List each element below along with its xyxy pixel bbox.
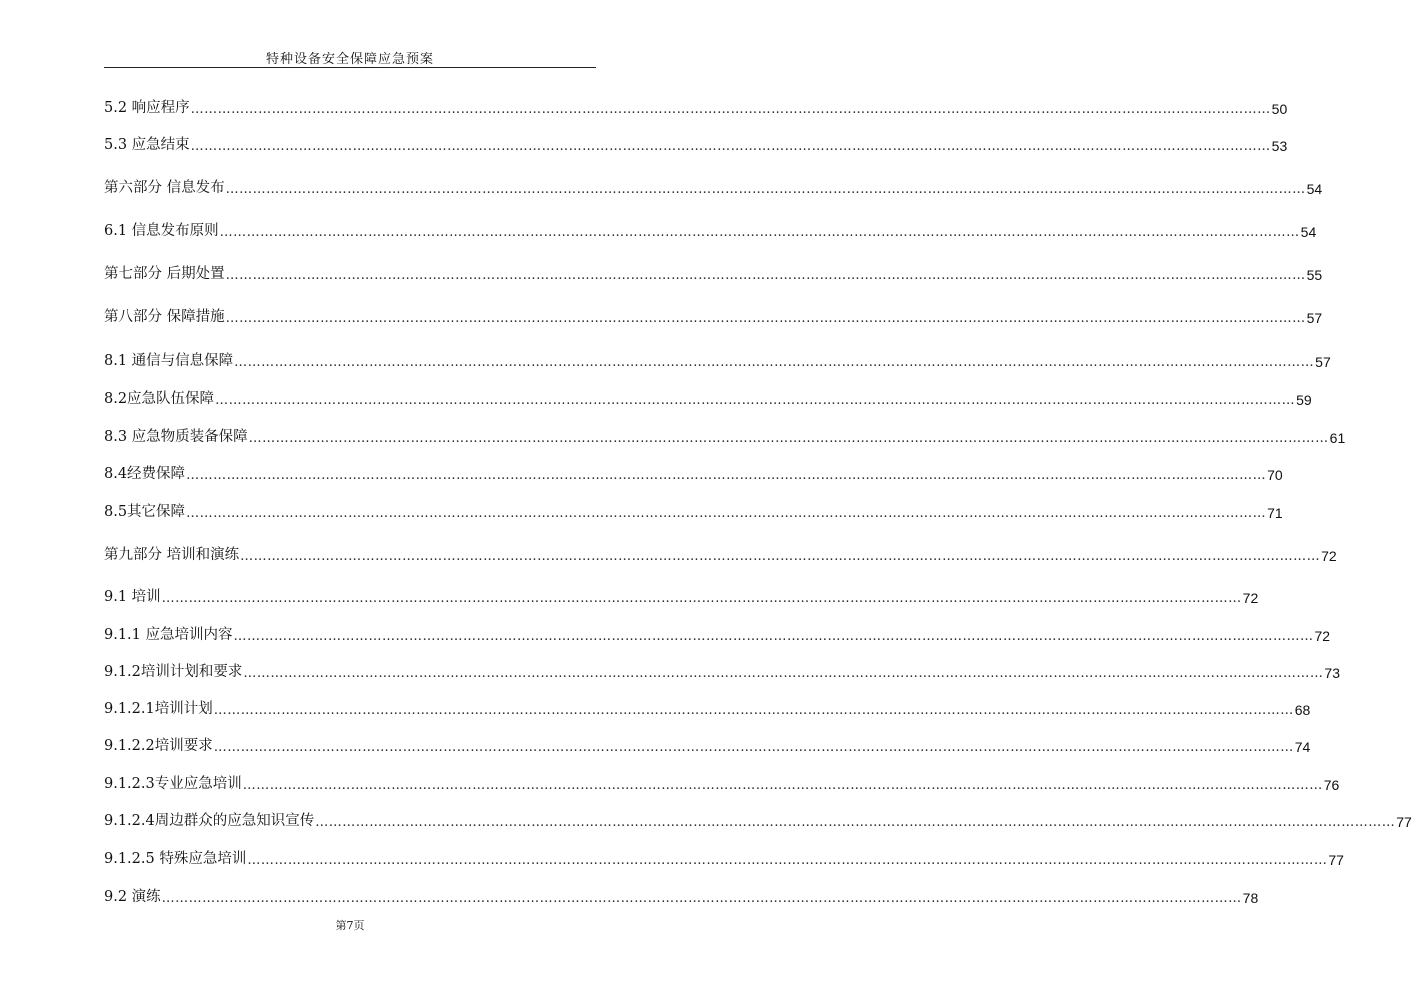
toc-entry-label: 第八部分 保障措施: [104, 309, 225, 325]
toc-entry-label: 8.2应急队伍保障: [104, 391, 215, 407]
toc-entry[interactable]: [104, 300, 1323, 326]
toc-entry[interactable]: [104, 880, 1259, 906]
toc-entry-page-number: 57: [1315, 354, 1331, 370]
toc-entry[interactable]: [104, 128, 1288, 154]
toc-entry[interactable]: [104, 171, 1323, 197]
toc-entry-label: 8.1 通信与信息保障: [104, 353, 234, 369]
toc-entry-page-number: 57: [1306, 310, 1323, 326]
toc-entry[interactable]: [104, 382, 1312, 408]
toc-entry[interactable]: [104, 538, 1337, 564]
toc-entry-label: 8.5其它保障: [104, 504, 186, 520]
toc-entry[interactable]: [104, 729, 1311, 755]
toc-entry-page-number: 72: [1242, 590, 1259, 606]
toc-entry-label: 5.2 响应程序: [104, 100, 190, 116]
toc-entry-label: 9.2 演练: [104, 889, 161, 905]
toc-entry[interactable]: [104, 580, 1259, 606]
toc-entry-page-number: 59: [1296, 392, 1312, 408]
page-header-title: 特种设备安全保障应急预案: [265, 52, 434, 67]
toc-entry-page-number: 50: [1271, 101, 1288, 117]
toc-entry-label: 6.1 信息发布原则: [104, 223, 219, 239]
header-divider: [104, 67, 596, 68]
toc-entry-page-number: 71: [1267, 505, 1283, 521]
toc-entry-label: 8.3 应急物质装备保障: [104, 429, 248, 445]
toc-leader-dots: ……………………………………………………………………………………………………………………………………………………………………………………………………………………: [225, 182, 1306, 197]
toc-leader-dots: ……………………………………………………………………………………………………………………………………………………………………………………………………………………: [190, 102, 1271, 117]
toc-entry-page-number: 61: [1329, 430, 1346, 446]
toc-entry[interactable]: [104, 804, 1412, 830]
toc-leader-dots: ……………………………………………………………………………………………………………………………………………………………………………………………………………………: [213, 703, 1294, 718]
toc-leader-dots: ……………………………………………………………………………………………………………………………………………………………………………………………………………………: [242, 778, 1323, 793]
toc-entry-label: 9.1.2.2培训要求: [104, 738, 213, 754]
toc-entry-page-number: 76: [1323, 777, 1340, 793]
toc-entry-page-number: 55: [1306, 267, 1323, 283]
toc-leader-dots: ……………………………………………………………………………………………………………………………………………………………………………………………………………………: [215, 393, 1296, 408]
toc-leader-dots: ……………………………………………………………………………………………………………………………………………………………………………………………………………………: [248, 431, 1329, 446]
toc-leader-dots: ……………………………………………………………………………………………………………………………………………………………………………………………………………………: [161, 591, 1242, 606]
toc-leader-dots: ……………………………………………………………………………………………………………………………………………………………………………………………………………………: [240, 549, 1321, 564]
toc-leader-dots: ……………………………………………………………………………………………………………………………………………………………………………………………………………………: [213, 740, 1294, 755]
toc-leader-dots: ……………………………………………………………………………………………………………………………………………………………………………………………………………………: [225, 268, 1306, 283]
toc-entry-page-number: 78: [1242, 890, 1259, 906]
toc-entry-page-number: 73: [1324, 665, 1340, 681]
toc-leader-dots: ……………………………………………………………………………………………………………………………………………………………………………………………………………………: [186, 506, 1267, 521]
toc-leader-dots: ……………………………………………………………………………………………………………………………………………………………………………………………………………………: [315, 815, 1396, 830]
page-number-footer: 第7页: [335, 919, 365, 932]
toc-entry-page-number: 77: [1328, 852, 1344, 868]
toc-leader-dots: ……………………………………………………………………………………………………………………………………………………………………………………………………………………: [247, 853, 1328, 868]
toc-entry[interactable]: [104, 655, 1340, 681]
toc-entry-page-number: 72: [1314, 628, 1331, 644]
toc-entry[interactable]: [104, 344, 1331, 370]
toc-entry[interactable]: [104, 495, 1283, 521]
toc-entry-page-number: 70: [1267, 467, 1283, 483]
toc-entry-label: 第九部分 培训和演练: [104, 547, 240, 563]
toc-entry-page-number: 54: [1306, 181, 1323, 197]
toc-entry-page-number: 72: [1321, 548, 1337, 564]
toc-leader-dots: ……………………………………………………………………………………………………………………………………………………………………………………………………………………: [233, 629, 1314, 644]
toc-entry-label: 9.1.2培训计划和要求: [104, 664, 243, 680]
toc-entry[interactable]: [104, 91, 1288, 117]
toc-entry-label: 9.1 培训: [104, 589, 161, 605]
toc-entry[interactable]: [104, 214, 1317, 240]
toc-leader-dots: ……………………………………………………………………………………………………………………………………………………………………………………………………………………: [225, 311, 1306, 326]
toc-entry[interactable]: [104, 842, 1344, 868]
toc-entry-page-number: 74: [1294, 739, 1311, 755]
toc-entry-page-number: 54: [1300, 224, 1317, 240]
toc-entry-label: 第七部分 后期处置: [104, 266, 225, 282]
toc-entry[interactable]: [104, 692, 1311, 718]
toc-entry-label: 9.1.2.5 特殊应急培训: [104, 851, 247, 867]
toc-entry-label: 9.1.2.3专业应急培训: [104, 776, 242, 792]
toc-leader-dots: ……………………………………………………………………………………………………………………………………………………………………………………………………………………: [161, 891, 1242, 906]
toc-entry[interactable]: [104, 257, 1323, 283]
toc-entry-page-number: 77: [1396, 814, 1412, 830]
toc-entry-label: 9.1.1 应急培训内容: [104, 627, 233, 643]
toc-leader-dots: ……………………………………………………………………………………………………………………………………………………………………………………………………………………: [234, 355, 1315, 370]
toc-leader-dots: ……………………………………………………………………………………………………………………………………………………………………………………………………………………: [219, 225, 1300, 240]
toc-entry-label: 9.1.2.4周边群众的应急知识宣传: [104, 813, 315, 829]
toc-entry[interactable]: [104, 420, 1346, 446]
toc-entry[interactable]: [104, 618, 1331, 644]
toc-entry-label: 8.4经费保障: [104, 466, 186, 482]
toc-leader-dots: ……………………………………………………………………………………………………………………………………………………………………………………………………………………: [186, 468, 1267, 483]
toc-entry[interactable]: [104, 457, 1283, 483]
toc-entry-label: 第六部分 信息发布: [104, 180, 225, 196]
toc-leader-dots: ……………………………………………………………………………………………………………………………………………………………………………………………………………………: [243, 666, 1324, 681]
toc-entry-label: 5.3 应急结束: [104, 137, 190, 153]
toc-entry-page-number: 53: [1271, 138, 1288, 154]
toc-entry[interactable]: [104, 767, 1340, 793]
toc-entry-label: 9.1.2.1培训计划: [104, 701, 213, 717]
toc-leader-dots: ……………………………………………………………………………………………………………………………………………………………………………………………………………………: [190, 139, 1271, 154]
toc-entry-page-number: 68: [1294, 702, 1311, 718]
